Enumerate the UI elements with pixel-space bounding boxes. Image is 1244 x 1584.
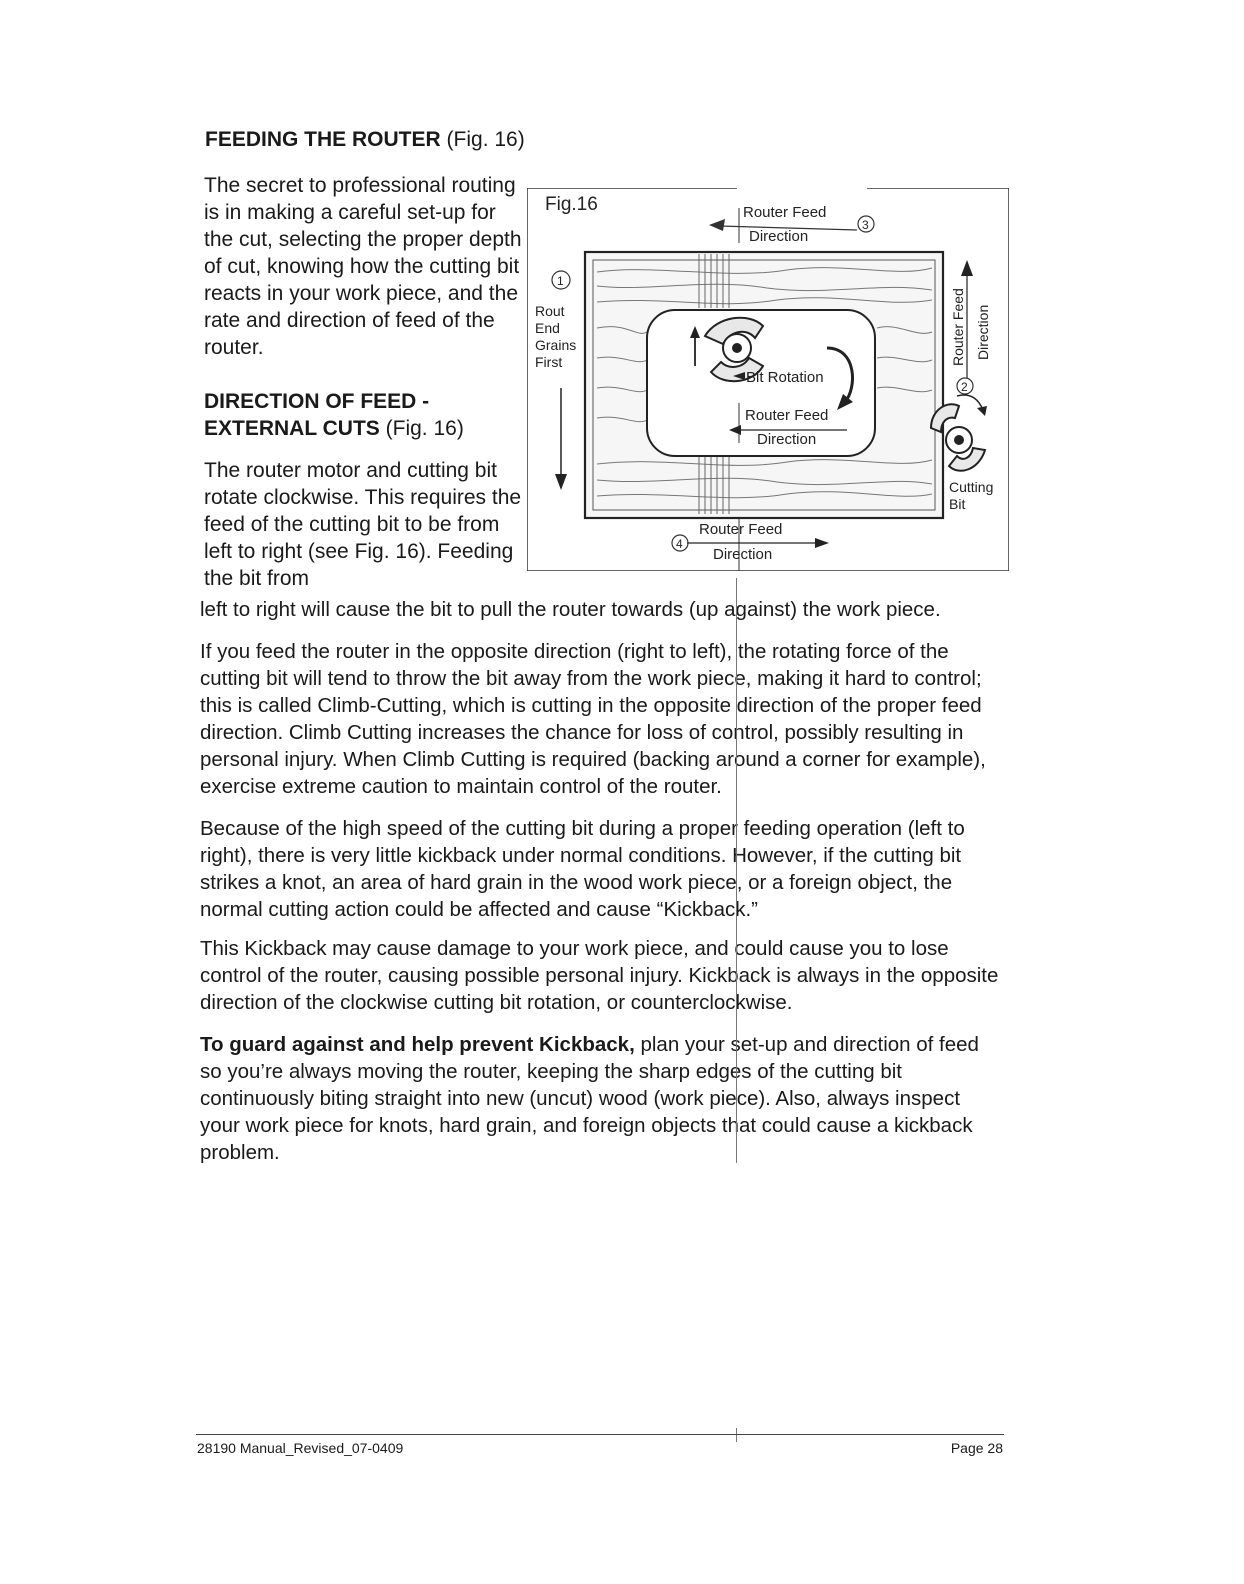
- section-title: FEEDING THE ROUTER: [205, 128, 441, 151]
- subsection-heading: [204, 388, 522, 442]
- rout-label-line3: Grains: [535, 337, 577, 353]
- inner-feed-line1: Router Feed: [745, 407, 829, 424]
- kickback-direction-paragraph: This Kickback may cause damage to your work piece, and could cause you to lose control of the router, causing possible personal injury. Kickback is always in the opposite direction of the clockwise cutting bit rotation, or counterclockwise.: [200, 937, 999, 1014]
- right-feed-line2: Direction: [975, 304, 991, 360]
- callout-3: 3: [862, 218, 869, 232]
- bottom-feed-line1: Router Feed: [699, 521, 783, 538]
- rout-label-line1: Rout: [535, 303, 565, 319]
- rout-label-line2: End: [535, 320, 560, 336]
- prevent-kickback-lead: To guard against and help prevent Kickback,: [200, 1033, 635, 1056]
- subsection-title: DIRECTION OF FEED - EXTERNAL CUTS: [204, 390, 430, 440]
- bottom-feed-line2: Direction: [713, 546, 773, 563]
- top-feed-line1: Router Feed: [743, 204, 827, 221]
- inner-feed-line2: Direction: [757, 431, 817, 448]
- climb-cutting-paragraph: If you feed the router in the opposite direction (right to left), the rotating force of the cutting bit will tend to throw the bit away from the work piece, making it hard to control; this is called Climb-Cutting, which is cutting in the opposite direction of the proper feed direction. Climb Cutting increases the chance for loss of control, possibly resulting in personal injury. When Climb Cutting is required (backing around a corner for example), exercise extreme caution to maintain control of the router.: [200, 640, 986, 798]
- subsection-figure-ref: (Fig. 16): [385, 417, 464, 440]
- kickback-paragraph: Because of the high speed of the cutting bit during a proper feeding operation (left to right), there is very little kickback under normal conditions. However, if the cutting bit strikes a knot, an area of hard grain in the wood work piece, or a foreign object, the normal cutting action could be affected and cause “Kickback.”: [200, 817, 965, 921]
- scan-artifact-tick: [736, 1428, 737, 1442]
- external-cuts-continuation: left to right will cause the bit to pull the router towards (up against) the work piece.: [200, 598, 941, 621]
- intro-paragraph: The secret to professional routing is in making a careful set-up for the cut, selecting the proper depth of cut, knowing how the cutting bit reacts in your work piece, and the rate and direction of feed of the router.: [204, 174, 522, 359]
- callout-2: 2: [961, 380, 968, 394]
- figure-16: [527, 188, 1009, 571]
- external-cuts-paragraph: The router motor and cutting bit rotate clockwise. This requires the feed of the cutting bit to be from left to right (see Fig. 16). Feeding the bit from: [204, 459, 522, 590]
- prevent-kickback-paragraph: [200, 1031, 1000, 1166]
- callout-1: 1: [557, 274, 564, 288]
- cutting-bit-line1: Cutting: [949, 479, 994, 495]
- footer-page-number: Page 28: [950, 1440, 1003, 1456]
- cutting-bit-line2: Bit: [949, 496, 966, 512]
- right-feed-line1: Router Feed: [950, 288, 966, 366]
- callout-4: 4: [676, 537, 683, 551]
- section-heading: [205, 128, 525, 152]
- footer-rule: [196, 1434, 1004, 1435]
- bit-rotation-label: Bit Rotation: [746, 369, 824, 386]
- footer-document-id: 28190 Manual_Revised_07-0409: [197, 1440, 404, 1456]
- top-feed-line2: Direction: [749, 228, 809, 245]
- section-figure-ref: (Fig. 16): [446, 128, 525, 151]
- scan-artifact-line: [736, 578, 737, 1163]
- rout-label-line4: First: [535, 354, 563, 370]
- figure-label: Fig.16: [545, 194, 598, 215]
- prevent-kickback-text: plan your set-up and direction of feed so you’re always moving the router, keeping the sharp edges of the cutting bit continuously biting straight into new (uncut) wood (work piece). Also, always inspect your work piece for knots, hard grain, and foreign objects that could cause a kickback problem.: [200, 1033, 979, 1164]
